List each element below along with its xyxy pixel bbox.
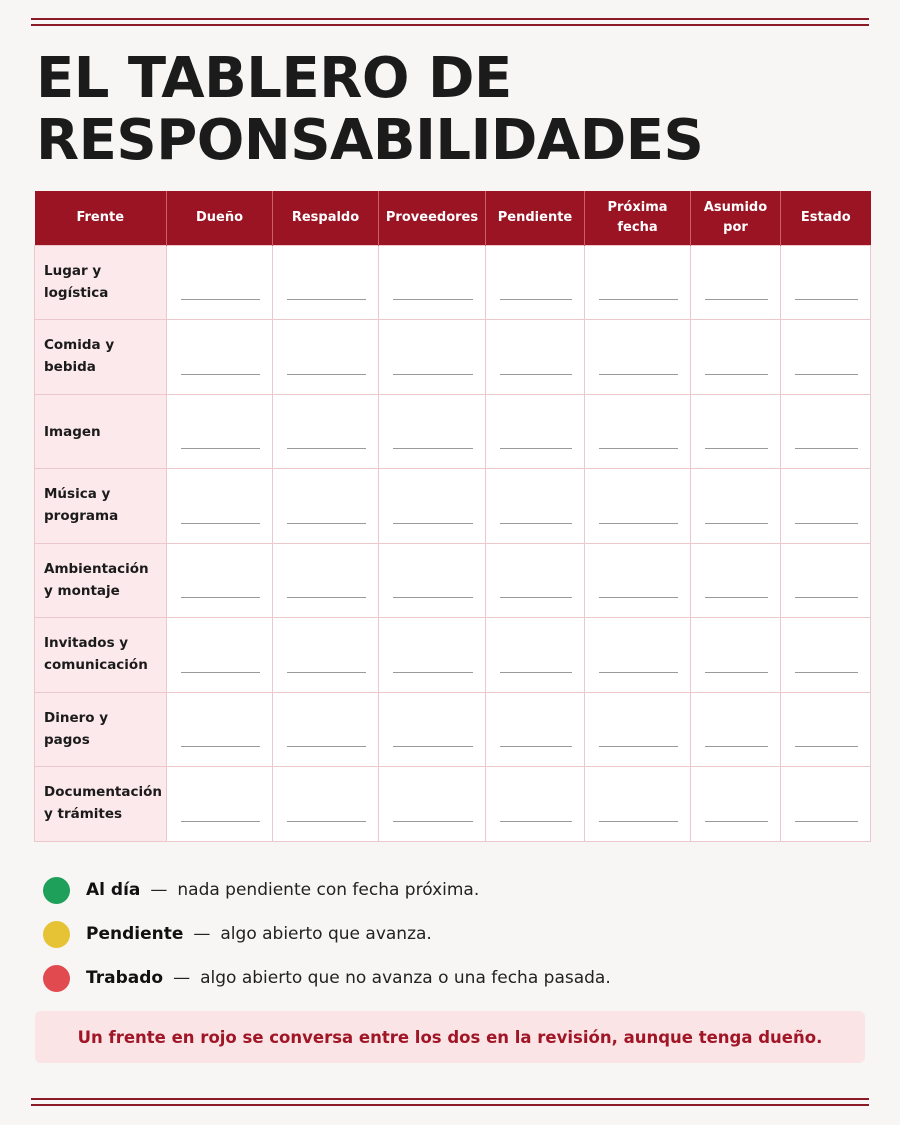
blank-fill-line <box>795 597 858 598</box>
cell-estado[interactable] <box>781 320 871 395</box>
blank-fill-line <box>287 299 366 300</box>
cell-dueno[interactable] <box>167 394 273 469</box>
page-title-line-2: RESPONSABILIDADES <box>36 108 704 173</box>
front-cell <box>35 394 167 469</box>
cell-estado[interactable] <box>781 692 871 767</box>
table-header-row <box>35 191 871 245</box>
front-label-line-1: Música y <box>44 486 111 502</box>
cell-dueno[interactable] <box>167 618 273 693</box>
cell-estado[interactable] <box>781 543 871 618</box>
header-estado: Estado <box>781 191 871 245</box>
blank-fill-line <box>705 821 768 822</box>
blank-fill-line <box>705 597 768 598</box>
blank-fill-line <box>795 672 858 673</box>
blank-fill-line <box>287 374 366 375</box>
table-row <box>35 767 871 842</box>
red-front-callout: Un frente en rojo se conversa entre los dos en la revisión, aunque tenga dueño. <box>35 1011 865 1063</box>
blank-fill-line <box>599 523 678 524</box>
cell-respaldo[interactable] <box>273 245 379 320</box>
cell-proveedores[interactable] <box>379 394 486 469</box>
blank-fill-line <box>287 523 366 524</box>
blank-fill-line <box>287 672 366 673</box>
table-row <box>35 394 871 469</box>
top-rule-lower <box>31 24 869 26</box>
blank-fill-line <box>500 746 572 747</box>
front-label-line-2: y montaje <box>44 582 120 599</box>
front-label-line-2: programa <box>44 508 119 524</box>
blank-fill-line <box>599 374 678 375</box>
cell-respaldo[interactable] <box>273 543 379 618</box>
cell-estado[interactable] <box>781 767 871 842</box>
table-row <box>35 543 871 618</box>
blank-fill-line <box>500 523 572 524</box>
cell-asumido-por[interactable] <box>691 469 781 544</box>
cell-estado[interactable] <box>781 618 871 693</box>
blank-fill-line <box>500 597 572 598</box>
table-row <box>35 469 871 544</box>
cell-estado[interactable] <box>781 394 871 469</box>
header-dueno: Dueño <box>167 191 273 245</box>
blank-fill-line <box>181 821 260 822</box>
blank-fill-line <box>500 448 572 449</box>
cell-respaldo[interactable] <box>273 320 379 395</box>
cell-proxima-fecha[interactable] <box>585 469 691 544</box>
header-proxima-fecha: Próxima fecha <box>585 191 691 245</box>
front-cell <box>35 618 167 693</box>
cell-proveedores[interactable] <box>379 618 486 693</box>
blank-fill-line <box>500 821 572 822</box>
blank-fill-line <box>181 374 260 375</box>
blank-fill-line <box>599 597 678 598</box>
page-title-line-1: EL TABLERO DE <box>36 46 512 111</box>
blank-fill-line <box>599 299 678 300</box>
cell-pendiente[interactable] <box>486 692 585 767</box>
page-title <box>36 48 703 172</box>
cell-asumido-por[interactable] <box>691 320 781 395</box>
blank-fill-line <box>393 523 473 524</box>
blank-fill-line <box>705 299 768 300</box>
legend-item-trabado <box>43 963 843 993</box>
cell-proxima-fecha[interactable] <box>585 692 691 767</box>
blank-fill-line <box>393 597 473 598</box>
blank-fill-line <box>287 597 366 598</box>
front-label-line-1: Comida y <box>44 337 115 353</box>
cell-pendiente[interactable] <box>486 618 585 693</box>
blank-fill-line <box>795 523 858 524</box>
blank-fill-line <box>393 374 473 375</box>
blank-fill-line <box>599 821 678 822</box>
cell-proveedores[interactable] <box>379 320 486 395</box>
red-status-dot-icon <box>43 965 70 992</box>
legend-description: algo abierto que avanza. <box>220 924 432 944</box>
green-status-dot-icon <box>43 877 70 904</box>
cell-pendiente[interactable] <box>486 394 585 469</box>
blank-fill-line <box>500 672 572 673</box>
blank-fill-line <box>599 746 678 747</box>
cell-proveedores[interactable] <box>379 692 486 767</box>
cell-proveedores[interactable] <box>379 767 486 842</box>
cell-asumido-por[interactable] <box>691 543 781 618</box>
cell-proxima-fecha[interactable] <box>585 543 691 618</box>
blank-fill-line <box>393 299 473 300</box>
blank-fill-line <box>181 746 260 747</box>
bottom-rule-lower <box>31 1104 869 1106</box>
front-label-line-2: bebida <box>44 359 96 375</box>
blank-fill-line <box>393 448 473 449</box>
legend-label: Al día <box>86 880 141 900</box>
blank-fill-line <box>705 374 768 375</box>
blank-fill-line <box>287 448 366 449</box>
front-label-line-2: comunicación <box>44 657 148 673</box>
cell-respaldo[interactable] <box>273 469 379 544</box>
blank-fill-line <box>795 374 858 375</box>
front-label-line-1: Lugar y <box>44 262 102 279</box>
blank-fill-line <box>287 821 366 822</box>
header-asumido-por: Asumido por <box>691 191 781 245</box>
blank-fill-line <box>181 299 260 300</box>
legend-dash: — <box>193 924 211 944</box>
blank-fill-line <box>705 523 768 524</box>
cell-respaldo[interactable] <box>273 692 379 767</box>
cell-asumido-por[interactable] <box>691 394 781 469</box>
cell-proxima-fecha[interactable] <box>585 320 691 395</box>
blank-fill-line <box>393 746 473 747</box>
table-row <box>35 320 871 395</box>
cell-proveedores[interactable] <box>379 543 486 618</box>
blank-fill-line <box>181 448 260 449</box>
cell-proxima-fecha[interactable] <box>585 394 691 469</box>
legend-item-pendiente <box>43 919 843 949</box>
cell-pendiente[interactable] <box>486 320 585 395</box>
blank-fill-line <box>705 448 768 449</box>
front-cell <box>35 767 167 842</box>
blank-fill-line <box>393 672 473 673</box>
table-row <box>35 618 871 693</box>
legend-description: algo abierto que no avanza o una fecha pasada. <box>200 968 611 988</box>
header-frente: Frente <box>35 191 167 245</box>
top-rule-upper <box>31 18 869 20</box>
cell-estado[interactable] <box>781 245 871 320</box>
blank-fill-line <box>181 672 260 673</box>
front-label-line-1: Documentación <box>44 784 163 800</box>
blank-fill-line <box>705 672 768 673</box>
blank-fill-line <box>500 299 572 300</box>
cell-asumido-por[interactable] <box>691 618 781 693</box>
blank-fill-line <box>181 523 260 524</box>
cell-dueno[interactable] <box>167 767 273 842</box>
front-cell <box>35 543 167 618</box>
cell-respaldo[interactable] <box>273 618 379 693</box>
legend-label: Pendiente <box>86 924 184 944</box>
cell-proxima-fecha[interactable] <box>585 767 691 842</box>
cell-respaldo[interactable] <box>273 394 379 469</box>
cell-dueno[interactable] <box>167 245 273 320</box>
front-cell <box>35 469 167 544</box>
front-label-line-2: logística <box>44 284 109 301</box>
cell-pendiente[interactable] <box>486 767 585 842</box>
blank-fill-line <box>795 746 858 747</box>
cell-respaldo[interactable] <box>273 767 379 842</box>
header-pendiente: Pendiente <box>486 191 585 245</box>
legend-dash: — <box>173 968 191 988</box>
front-label-line-2: y trámites <box>44 806 123 822</box>
cell-asumido-por[interactable] <box>691 692 781 767</box>
cell-proxima-fecha[interactable] <box>585 245 691 320</box>
blank-fill-line <box>795 821 858 822</box>
cell-pendiente[interactable] <box>486 469 585 544</box>
blank-fill-line <box>795 299 858 300</box>
blank-fill-line <box>287 746 366 747</box>
cell-pendiente[interactable] <box>486 245 585 320</box>
cell-proveedores[interactable] <box>379 245 486 320</box>
cell-asumido-por[interactable] <box>691 767 781 842</box>
front-label-line-1: Dinero y <box>44 709 109 726</box>
table-row <box>35 245 871 320</box>
cell-estado[interactable] <box>781 469 871 544</box>
front-cell <box>35 320 167 395</box>
cell-dueno[interactable] <box>167 543 273 618</box>
yellow-status-dot-icon <box>43 921 70 948</box>
front-label-line-1: Ambientación <box>44 560 149 577</box>
header-respaldo: Respaldo <box>273 191 379 245</box>
front-cell <box>35 692 167 767</box>
header-proveedores: Proveedores <box>379 191 486 245</box>
cell-dueno[interactable] <box>167 320 273 395</box>
blank-fill-line <box>599 448 678 449</box>
table-row <box>35 692 871 767</box>
blank-fill-line <box>181 597 260 598</box>
blank-fill-line <box>599 672 678 673</box>
bottom-rule-upper <box>31 1098 869 1100</box>
legend-label: Trabado <box>86 968 164 988</box>
front-label-line-1: Imagen <box>44 423 101 440</box>
blank-fill-line <box>795 448 858 449</box>
legend-item-al-dia <box>43 875 843 905</box>
front-label-line-1: Invitados y <box>44 635 129 651</box>
front-label-line-2: pagos <box>44 731 90 748</box>
cell-proxima-fecha[interactable] <box>585 618 691 693</box>
responsibility-table <box>34 191 871 842</box>
legend-description: nada pendiente con fecha próxima. <box>177 880 480 900</box>
cell-dueno[interactable] <box>167 469 273 544</box>
cell-dueno[interactable] <box>167 692 273 767</box>
blank-fill-line <box>393 821 473 822</box>
blank-fill-line <box>500 374 572 375</box>
blank-fill-line <box>705 746 768 747</box>
legend-dash: — <box>150 880 168 900</box>
cell-pendiente[interactable] <box>486 543 585 618</box>
cell-proveedores[interactable] <box>379 469 486 544</box>
front-cell <box>35 245 167 320</box>
cell-asumido-por[interactable] <box>691 245 781 320</box>
